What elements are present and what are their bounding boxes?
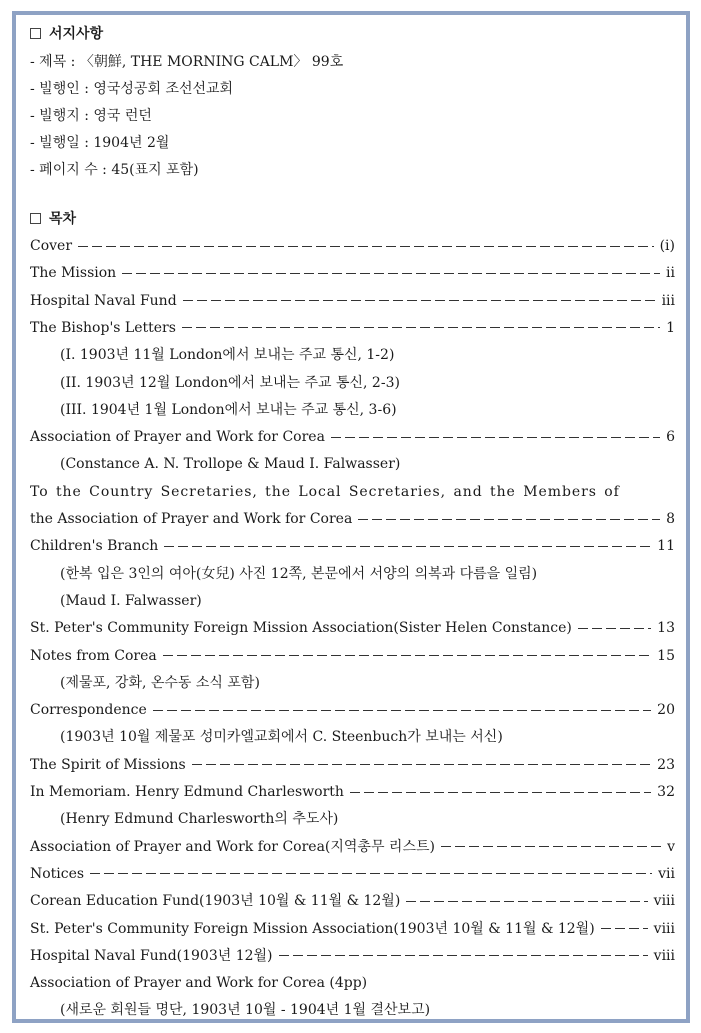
toc-entry-page: viii xyxy=(653,947,675,964)
toc-entry-page: viii xyxy=(653,920,675,937)
toc-subentry: (III. 1904년 1월 London에서 보내는 주교 통신, 3-6) xyxy=(60,401,397,418)
toc-entry-page: 15 xyxy=(657,647,675,664)
dot-leader xyxy=(183,300,656,302)
toc-entry-title: Notices xyxy=(30,865,85,882)
dot-leader xyxy=(358,519,660,521)
toc-subentry: (새로운 회원들 명단, 1903년 10월 - 1904년 1월 결산보고) xyxy=(60,1002,431,1019)
dot-leader xyxy=(164,546,651,548)
toc-heading xyxy=(30,208,675,230)
dot-leader xyxy=(78,246,654,248)
dot-leader xyxy=(192,764,651,766)
square-bullet-icon xyxy=(30,213,41,224)
toc-text-line: To the Country Secretaries, the Local Secretaries, and the Members of xyxy=(30,483,620,500)
toc-entry xyxy=(30,235,675,257)
toc-entry xyxy=(30,918,675,940)
toc-entry-title: Correspondence xyxy=(30,702,147,719)
toc-entry-title: Children's Branch xyxy=(30,538,159,555)
toc-entry-title: St. Peter's Community Foreign Mission Association(1903년 10월 & 11월 & 12월) xyxy=(30,920,595,937)
toc-entry xyxy=(30,290,675,312)
toc-subentry: (1903년 10월 제물포 성미카엘교회에서 C. Steenbuch가 보내는 서신) xyxy=(60,729,503,746)
toc-entry xyxy=(30,508,675,530)
bib-date-line: - 빌행일 : 1904년 2월 xyxy=(30,135,170,151)
toc-entry xyxy=(30,535,675,557)
toc-subentry: (Constance A. N. Trollope & Maud I. Falwasser) xyxy=(60,456,401,473)
dot-leader xyxy=(122,273,660,275)
square-bullet-icon xyxy=(30,28,41,39)
bib-title-line: - 제목 : 〈朝鮮, THE MORNING CALM〉 99호 xyxy=(30,54,344,70)
toc-entry-page: 13 xyxy=(657,620,675,637)
toc-entry-title: In Memoriam. Henry Edmund Charlesworth xyxy=(30,784,344,800)
toc-entry-page: 6 xyxy=(666,429,675,446)
toc-entry-page: 32 xyxy=(657,784,675,800)
toc-entry xyxy=(30,645,675,667)
toc-entry-page: v xyxy=(667,838,675,855)
toc-entry-title: Corean Education Fund(1903년 10월 & 11월 & 12월) xyxy=(30,893,401,910)
toc-entry-title: Hospital Naval Fund xyxy=(30,292,177,309)
toc-entry-page: 1 xyxy=(666,319,675,336)
toc-entry xyxy=(30,317,675,339)
toc-entry-page: ii xyxy=(666,265,675,282)
toc-entry-title: the Association of Prayer and Work for Corea xyxy=(30,511,353,527)
bib-heading-text: 서지사항 xyxy=(49,26,104,42)
toc-entry xyxy=(30,781,675,803)
toc-subentry: (한복 입은 3인의 여아(女兒) 사진 12쪽, 본문에서 서양의 의복과 다름을 일림) xyxy=(60,565,538,582)
dot-leader xyxy=(331,437,660,439)
toc-entry-page: 8 xyxy=(666,511,675,527)
toc-entry xyxy=(30,617,675,639)
toc-entry-title: The Mission xyxy=(30,265,117,282)
toc-subentry: (I. 1903년 11월 London에서 보내는 주교 통신, 1-2) xyxy=(60,347,395,364)
dot-leader xyxy=(153,710,651,712)
toc-subentry: (II. 1903년 12월 London에서 보내는 주교 통신, 2-3) xyxy=(60,374,400,391)
dot-leader xyxy=(279,955,648,957)
toc-entry-page: 20 xyxy=(657,702,675,719)
toc-entry-page: viii xyxy=(653,893,675,910)
toc-entry-page: (i) xyxy=(659,238,675,254)
toc-entry xyxy=(30,426,675,448)
toc-heading-text: 목차 xyxy=(49,211,77,227)
toc-text-line: Association of Prayer and Work for Corea (4pp) xyxy=(30,975,368,992)
toc-entry xyxy=(30,863,675,885)
toc-entry-page: iii xyxy=(661,292,675,309)
bib-place-line: - 빌행지 : 영국 런던 xyxy=(30,108,152,124)
toc-entry xyxy=(30,699,675,721)
toc-entry-title: The Bishop's Letters xyxy=(30,319,176,336)
dot-leader xyxy=(350,792,651,794)
toc-entry-title: The Spirit of Missions xyxy=(30,756,186,773)
dot-leader xyxy=(441,846,661,848)
toc-entry-title: Cover xyxy=(30,238,73,254)
toc-entry-page: 23 xyxy=(657,756,675,773)
toc-entry xyxy=(30,890,675,912)
toc-subentry: (Henry Edmund Charlesworth의 추도사) xyxy=(60,811,339,828)
toc-entry-title: Association of Prayer and Work for Corea(지역총무 리스트) xyxy=(30,838,435,855)
document-frame xyxy=(12,11,690,1023)
toc-entry xyxy=(30,754,675,776)
dot-leader xyxy=(578,628,651,630)
toc-entry-page: vii xyxy=(658,865,675,882)
dot-leader xyxy=(163,655,651,657)
toc-entry-page: 11 xyxy=(657,538,675,555)
toc-entry-title: Association of Prayer and Work for Corea xyxy=(30,429,325,446)
toc-entry-title: Hospital Naval Fund(1903년 12월) xyxy=(30,947,273,964)
toc-entry-title: Notes from Corea xyxy=(30,647,157,664)
dot-leader xyxy=(90,873,652,875)
bib-heading xyxy=(30,23,675,45)
toc-subentry: (Maud I. Falwasser) xyxy=(60,592,202,609)
dot-leader xyxy=(601,928,648,930)
toc-entry-title: St. Peter's Community Foreign Mission Association(Sister Helen Constance) xyxy=(30,620,572,637)
toc-entry xyxy=(30,836,675,858)
bib-pages-line: - 페이지 수 : 45(표지 포함) xyxy=(30,162,199,178)
toc-entry xyxy=(30,945,675,967)
dot-leader xyxy=(182,327,660,329)
toc-entry xyxy=(30,262,675,284)
dot-leader xyxy=(406,901,647,903)
bib-publisher-line: - 빌행인 : 영국성공회 조선선교회 xyxy=(30,81,234,97)
toc-subentry: (제물포, 강화, 온수동 소식 포함) xyxy=(60,674,260,691)
